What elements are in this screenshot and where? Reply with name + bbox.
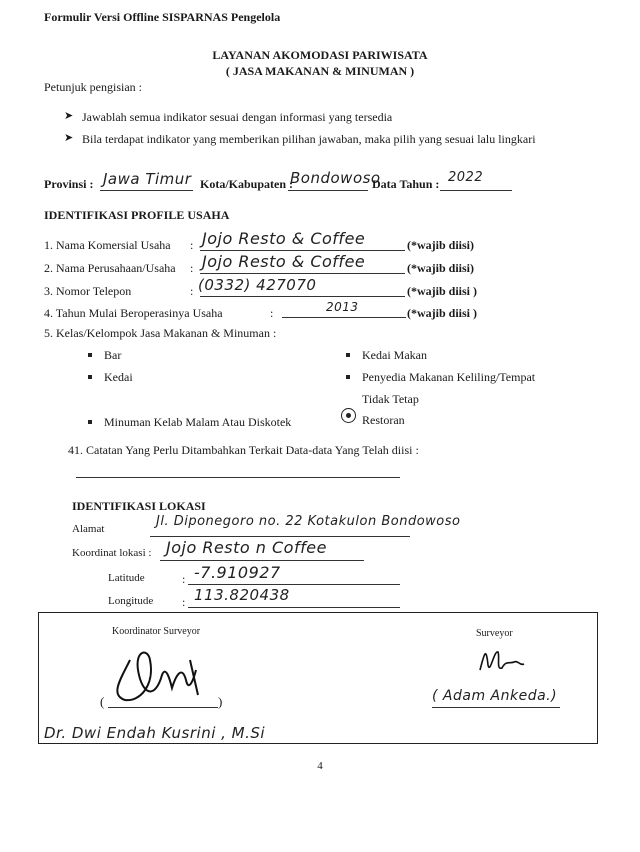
doc-subtitle: ( JASA MAKANAN & MINUMAN ) [225,64,415,78]
form-header: Formulir Versi Offline SISPARNAS Pengelola [44,10,281,24]
doc-title: LAYANAN AKOMODASI PARIWISATA [212,48,428,62]
provinsi-value[interactable]: Jawa Timur [103,170,192,188]
kota-value[interactable]: Bondowoso [290,169,381,187]
paren-open: ( [100,694,105,709]
instruction-item: Jawablah semua indikator sesuai dengan informasi yang tersedia [82,110,393,124]
instruction-item: Bila terdapat indikator yang memberikan pilihan jawaban, maka pilih yang sesuai lalu lingkari [82,132,536,146]
koordinat-value[interactable]: Jojo Resto n Coffee [166,538,327,557]
location-heading: IDENTIFIKASI LOKASI [72,499,206,513]
bullet-icon [88,420,92,424]
arrow-bullet-icon: ➤ [64,132,74,144]
option-bar[interactable]: Bar [104,348,122,362]
option-kelab-malam[interactable]: Minuman Kelab Malam Atau Diskotek [104,415,292,429]
colon: : [190,238,194,252]
paren-close: ) [218,694,223,709]
field-label: 1. Nama Komersial Usaha [44,238,171,252]
option-penyedia-keliling-cont: Tidak Tetap [362,392,419,406]
colon: : [190,284,194,298]
tahun-label: Data Tahun : [372,177,440,191]
selected-circle-icon [341,408,356,423]
nama-komersial-value[interactable]: Jojo Resto & Coffee [202,229,366,248]
latitude-label: Latitude [108,572,145,584]
page-number: 4 [317,760,323,772]
field-label: 3. Nomor Telepon [44,284,132,298]
q5-label: 5. Kelas/Kelompok Jasa Makanan & Minuman : [44,326,277,340]
koordinator-signature [100,640,210,710]
colon: : [182,572,186,586]
longitude-value[interactable]: 113.820438 [194,586,290,604]
colon: : [190,261,194,275]
koordinator-label: Koordinator Surveyor [112,626,201,637]
bullet-icon [346,375,350,379]
kota-label: Kota/Kabupaten : [200,177,294,191]
required-note: (*wajib diisi) [407,238,475,252]
tahun-value[interactable]: 2022 [448,170,484,185]
alamat-value[interactable]: Jl. Diponegoro no. 22 Kotakulon Bondowoso [156,514,461,529]
required-note: (*wajib diisi ) [407,306,478,320]
arrow-bullet-icon: ➤ [64,110,74,122]
colon: : [182,595,186,609]
koordinator-name: Dr. Dwi Endah Kusrini , M.Si [44,724,266,742]
q41-label: 41. Catatan Yang Perlu Ditambahkan Terkait Data-data Yang Telah diisi : [68,443,419,457]
instructions-label: Petunjuk pengisian : [44,80,142,94]
surveyor-signature [470,640,550,680]
required-note: (*wajib diisi ) [407,284,478,298]
longitude-label: Longitude [108,595,154,607]
latitude-value[interactable]: -7.910927 [194,563,281,582]
option-restoran[interactable]: Restoran [362,413,405,427]
tahun-operasi-value[interactable]: 2013 [326,300,359,314]
bullet-icon [346,353,350,357]
profile-heading: IDENTIFIKASI PROFILE USAHA [44,208,230,222]
field-label: 2. Nama Perusahaan/Usaha [44,261,176,275]
required-note: (*wajib diisi) [407,261,475,275]
nomor-telepon-value[interactable]: (0332) 427070 [198,276,317,294]
colon: : [270,306,274,320]
option-kedai[interactable]: Kedai [104,370,133,384]
bullet-icon [88,353,92,357]
option-penyedia-keliling[interactable]: Penyedia Makanan Keliling/Tempat [362,370,536,384]
surveyor-label: Surveyor [476,628,513,639]
bullet-icon [88,375,92,379]
option-kedai-makan[interactable]: Kedai Makan [362,348,427,362]
alamat-label: Alamat [72,523,105,535]
field-label: 4. Tahun Mulai Beroperasinya Usaha [44,306,223,320]
koordinat-label: Koordinat lokasi : [72,547,152,559]
nama-perusahaan-value[interactable]: Jojo Resto & Coffee [202,252,366,271]
provinsi-label: Provinsi : [44,177,94,191]
surveyor-name: ( Adam Ankeda.) [432,688,558,704]
